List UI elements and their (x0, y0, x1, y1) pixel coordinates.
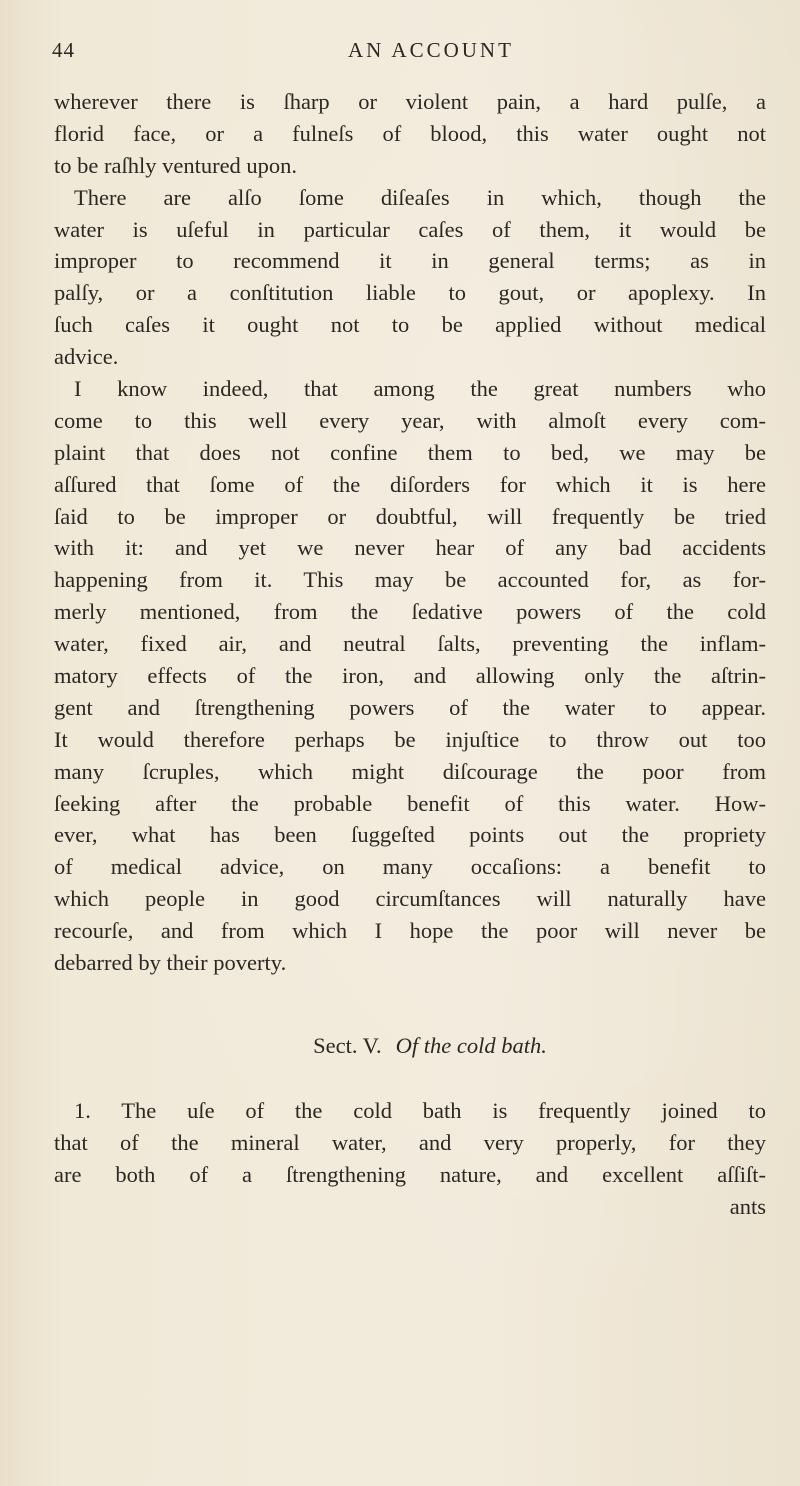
text-line: 1. The uſe of the cold bath is frequently joined to (74, 1097, 766, 1123)
page-number: 44 (52, 38, 75, 62)
text-line: recourſe, and from which I hope the poor will never be (54, 918, 766, 944)
text-line: of medical advice, on many occaſions: a benefit to (54, 854, 766, 880)
text-line: florid face, or a fulneſs of blood, this water ought not (54, 120, 766, 146)
body-text (54, 86, 766, 1223)
text-line: with it: and yet we never hear of any bad accidents (54, 535, 766, 561)
text-line: which people in good circumſtances will naturally have (54, 886, 766, 912)
text-line: gent and ſtrengthening powers of the water to appear. (54, 694, 766, 720)
text-line: water is uſeful in particular caſes of them, it would be (54, 216, 766, 242)
text-line: merly mentioned, from the ſedative powers of the cold (54, 599, 766, 625)
text-line: ſaid to be improper or doubtful, will frequently be tried (54, 503, 766, 529)
text-line: matory effects of the iron, and allowing only the aſtrin- (54, 663, 766, 689)
text-line: come to this well every year, with almoſt every com- (54, 407, 766, 433)
catchword: ants (729, 1193, 766, 1219)
text-line: It would therefore perhaps be injuſtice to throw out too (54, 726, 766, 752)
text-line: ſuch caſes it ought not to be applied without medical (54, 312, 766, 338)
section-heading (54, 1028, 766, 1064)
section-label: Sect. V. (313, 1032, 382, 1058)
text-line: improper to recommend it in general terms; as in (54, 248, 766, 274)
text-line: plaint that does not confine them to bed, we may be (54, 439, 766, 465)
text-line: aſſured that ſome of the diſorders for which it is here (54, 471, 766, 497)
text-line: are both of a ſtrengthening nature, and excellent aſſiſt- (54, 1161, 766, 1187)
running-head-title: AN ACCOUNT (348, 38, 514, 62)
text-line: I know indeed, that among the great numbers who (74, 376, 766, 402)
text-line: debarred by their poverty. (54, 950, 287, 976)
text-line: ſeeking after the probable benefit of this water. How- (54, 790, 766, 816)
text-line: wherever there is ſharp or violent pain, a hard pulſe, a (54, 89, 766, 114)
text-line: advice. (54, 344, 119, 370)
running-head (52, 38, 752, 68)
section-title: Of the cold bath. (395, 1032, 547, 1058)
text-line: palſy, or a conſtitution liable to gout, or apoplexy. In (54, 280, 766, 306)
text-line: that of the mineral water, and very properly, for they (54, 1129, 766, 1155)
text-line: There are alſo ſome diſeaſes in which, though the (74, 184, 766, 210)
text-line: many ſcruples, which might diſcourage the poor from (54, 758, 766, 784)
text-line: ever, what has been ſuggeſted points out the propriety (54, 822, 766, 848)
text-line: to be raſhly ventured upon. (54, 152, 298, 178)
text-line: water, fixed air, and neutral ſalts, preventing the inflam- (54, 631, 766, 657)
text-line: happening from it. This may be accounted for, as for- (54, 567, 766, 593)
